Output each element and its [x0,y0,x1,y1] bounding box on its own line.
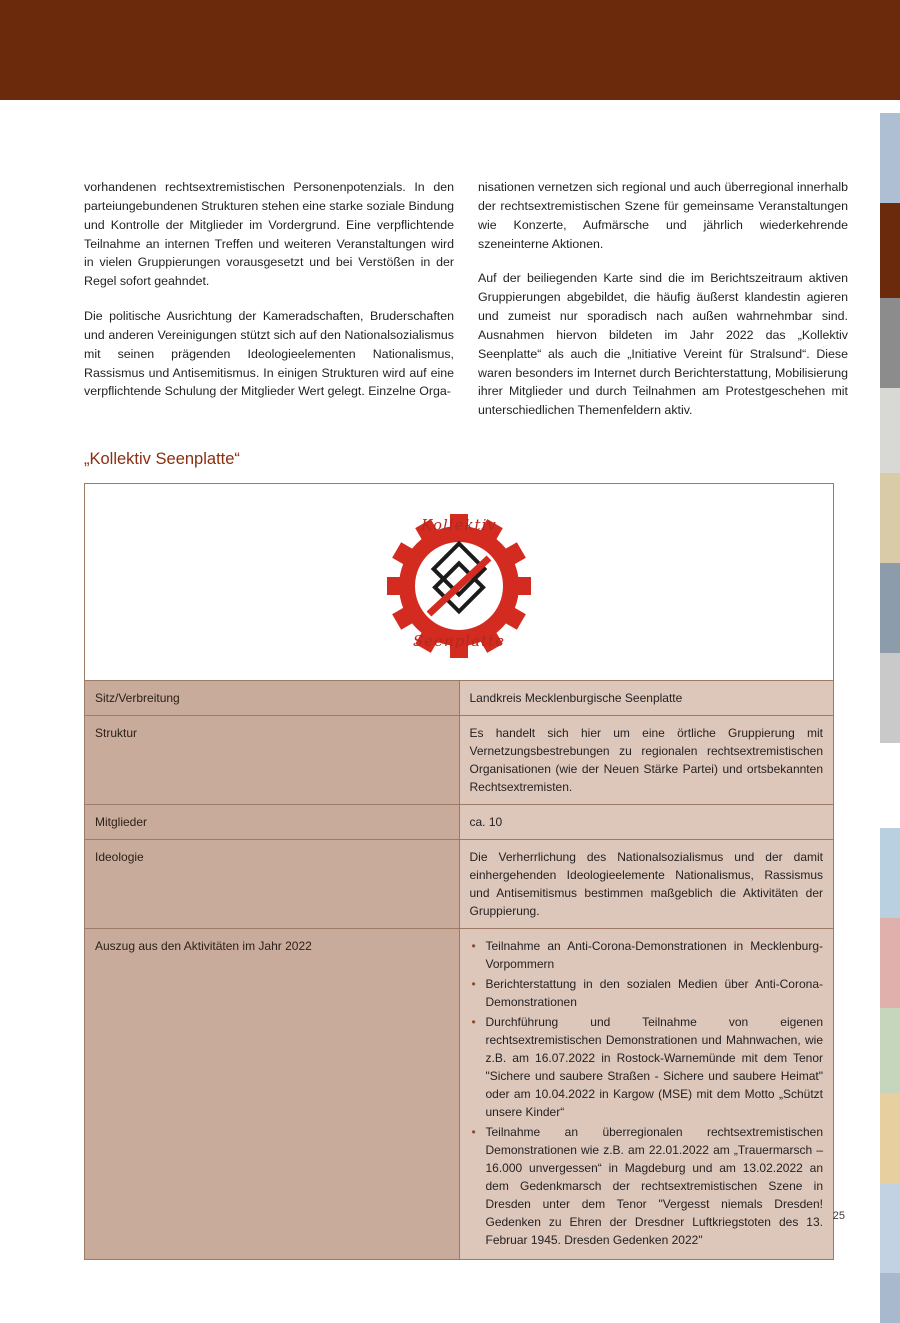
row-value: Es handelt sich hier um eine örtliche Gruppierung mit Vernetzungsbestrebungen zu regionalen rechtsextremistischen Organisationen (wie der Neuen Stärke Partei) und ortsbekannten Rechtsextremisten. [459,716,834,805]
row-label: Mitglieder [85,805,460,840]
strip-segment [880,828,900,918]
body-paragraph: vorhandenen rechtsextremistischen Personenpotenzials. In den parteiungebundenen Strukturen stehen eine starke soziale Bindung und Kontrolle der Mitglieder im Vordergrund. Eine verpflichtende Teilnahme an internen Treffen und weiteren Veranstaltungen wird in vielen Gruppierungen vorausgesetzt und bei Verstößen in der Regel sofort geahndet. [84,180,454,289]
kollektiv-seenplatte-logo [369,504,549,664]
table-row [85,805,834,840]
activities-list [470,937,824,1249]
list-item: • Berichterstattung in den sozialen Medien über Anti-Corona-Demonstrationen [486,975,824,1011]
logo-cell [85,484,834,681]
color-strip [880,113,900,1223]
row-value: ca. 10 [459,805,834,840]
body-paragraph: Die politische Ausrichtung der Kameradschaften, Bruderschaften und anderen Vereinigungen stützt sich auf den Nationalsozialismus mit seinen prägenden Ideologieelementen Nationalismus, Rassismus und Antisemitismus. In einigen Strukturen wird auf eine verpflichtende Schulung der Mitglieder Wert gelegt. Einzelne Orga- [84,309,454,399]
right-column [478,178,848,420]
list-item: • Teilnahme an überregionalen rechtsextremistischen Demonstrationen wie z.B. am 22.01.2022 am „Trauermarsch – 16.000 unvergessen“ in Magdeburg und am 13.02.2022 an dem Gedenkmarsch der rechtsextremistischen Szene in Dresden unter dem Tenor "Vergesst niemals Dresden! Gedenken zu Ehren der Dresdner Luftkriegstoten des 13. Februar 1945. Dresden Gedenken 2022" [486,1123,824,1249]
page-content [84,178,849,1260]
page-number: 25 [832,1210,845,1222]
logo-text-bottom: Seenplatte [413,631,505,650]
row-label: Sitz/Verbreitung [85,681,460,716]
logo-text-top: Kollektiv [421,516,497,535]
strip-segment [880,743,900,828]
strip-segment [880,113,900,203]
strip-segment [880,918,900,1008]
body-paragraph: nisationen vernetzen sich regional und auch überregional innerhalb der rechtsextremistischen Szene für gemeinsame Veranstaltungen wie Konzerte, Aufmärsche und jährlich wiederkehrende szeneinterne Aktionen. [478,180,848,251]
left-column [84,178,454,420]
header-band [0,0,900,100]
row-value: Die Verherrlichung des Nationalsozialismus und der damit einhergehenden Ideologieelemente Nationalismus, Rassismus und Antisemitismus bestimmen maßgeblich die Aktivitäten der Gruppierung. [459,840,834,929]
strip-segment [880,388,900,473]
strip-segment [880,473,900,563]
two-column-text [84,178,849,420]
row-label: Ideologie [85,840,460,929]
strip-segment [880,1273,900,1323]
strip-segment [880,298,900,388]
strip-segment [880,1093,900,1183]
row-label: Struktur [85,716,460,805]
table-row-logo [85,484,834,681]
strip-segment [880,1183,900,1273]
list-item: • Teilnahme an Anti-Corona-Demonstrationen in Mecklenburg-Vorpommern [486,937,824,973]
strip-segment [880,1008,900,1093]
table-row [85,716,834,805]
strip-segment [880,563,900,653]
list-item: • Durchführung und Teilnahme von eigenen rechtsextremistischen Demonstrationen und Mahnwachen, wie z.B. am 16.07.2022 in Rostock-Warnemünde mit dem Tenor "Sichere und saubere Straßen - Sichere und saubere Heimat" oder am 10.04.2022 in Kargow (MSE) mit dem Motto „Schützt unsere Kinder“ [486,1013,824,1121]
section-title: „Kollektiv Seenplatte“ [84,450,240,469]
strip-segment [880,203,900,298]
row-label: Auszug aus den Aktivitäten im Jahr 2022 [85,929,460,1260]
table-row-activities [85,929,834,1260]
organisation-info-table [84,483,834,1260]
row-value-activities [459,929,834,1260]
row-value: Landkreis Mecklenburgische Seenplatte [459,681,834,716]
table-row [85,681,834,716]
strip-segment [880,653,900,743]
body-paragraph: Auf der beiliegenden Karte sind die im Berichtszeitraum aktiven Gruppierungen abgebildet, die häufig äußerst klandestin agieren und zumeist nur sporadisch nach außen wahrnehmbar sind. Ausnahmen hiervon bildeten im Jahr 2022 das „Kollektiv Seenplatte“ als auch die „Initiative Vereint für Stralsund“. Diese waren besonders im Internet durch Berichterstattung, Mobilisierung ihrer Mitglieder und durch Teilnahmen am Protestgeschehen mit unterschiedlichen Themenfeldern aktiv. [478,271,848,418]
table-row [85,840,834,929]
